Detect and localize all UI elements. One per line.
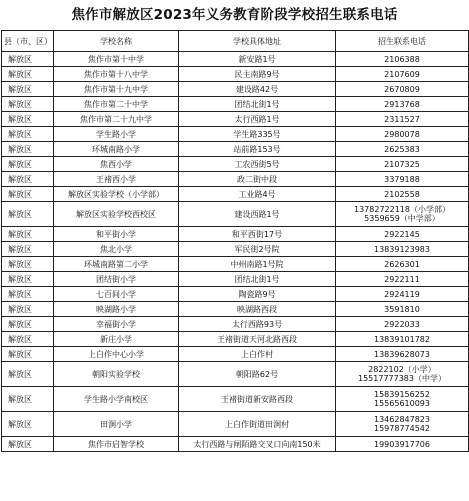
cell-school-name: 新庄小学 [54,332,179,347]
cell-district: 解放区 [2,332,54,347]
cell-address: 映湖路西段 [179,302,336,317]
cell-phone: 3591810 [336,302,469,317]
cell-address: 太行西路93号 [179,317,336,332]
table-header-row [2,31,469,52]
cell-school-name: 解放区实验学校西校区 [54,202,179,227]
cell-phone: 19903917706 [336,437,469,452]
table-row [2,302,469,317]
school-contact-table [1,30,469,452]
table-row [2,412,469,437]
table-row [2,287,469,302]
cell-district: 解放区 [2,172,54,187]
cell-phone: 13839123983 [336,242,469,257]
table-row [2,112,469,127]
cell-address: 学生路335号 [179,127,336,142]
cell-school-name: 焦作市第十九中学 [54,82,179,97]
cell-school-name: 学生路小学南校区 [54,387,179,412]
cell-district: 解放区 [2,97,54,112]
cell-school-name: 解放区实验学校（小学部） [54,187,179,202]
cell-school-name: 焦作市第十八中学 [54,67,179,82]
cell-address: 站前路153号 [179,142,336,157]
cell-phone: 2107609 [336,67,469,82]
cell-phone: 2626301 [336,257,469,272]
cell-phone: 2913768 [336,97,469,112]
cell-phone: 2106388 [336,52,469,67]
cell-phone: 2311527 [336,112,469,127]
cell-address: 太行西路1号 [179,112,336,127]
cell-school-name: 映湖路小学 [54,302,179,317]
cell-district: 解放区 [2,227,54,242]
cell-address: 新安路1号 [179,52,336,67]
cell-school-name: 焦西小学 [54,157,179,172]
cell-phone: 2922033 [336,317,469,332]
cell-phone: 13462847823 15978774542 [336,412,469,437]
cell-school-name: 焦作市第十中学 [54,52,179,67]
cell-address: 和平西街17号 [179,227,336,242]
cell-district: 解放区 [2,157,54,172]
cell-phone: 2107325 [336,157,469,172]
cell-school-name: 王褚西小学 [54,172,179,187]
cell-district: 解放区 [2,112,54,127]
table-body [2,52,469,452]
cell-address: 工农西街5号 [179,157,336,172]
table-row [2,272,469,287]
cell-phone: 3379188 [336,172,469,187]
cell-school-name: 上白作中心小学 [54,347,179,362]
cell-address: 太行西路与闸陌路交叉口向南150米 [179,437,336,452]
cell-district: 解放区 [2,437,54,452]
table-row [2,97,469,112]
cell-address: 民主南路9号 [179,67,336,82]
header-school-name: 学校名称 [54,31,179,52]
cell-address: 建设路42号 [179,82,336,97]
table-row [2,142,469,157]
cell-district: 解放区 [2,317,54,332]
cell-phone: 13839101782 [336,332,469,347]
table-row [2,82,469,97]
cell-phone: 2924119 [336,287,469,302]
cell-district: 解放区 [2,287,54,302]
cell-district: 解放区 [2,272,54,287]
table-row [2,242,469,257]
cell-school-name: 朝阳实验学校 [54,362,179,387]
cell-phone: 2102558 [336,187,469,202]
cell-district: 解放区 [2,52,54,67]
cell-address: 工业路4号 [179,187,336,202]
cell-district: 解放区 [2,202,54,227]
cell-phone: 2980078 [336,127,469,142]
table-row [2,187,469,202]
cell-school-name: 焦作市第二十中学 [54,97,179,112]
cell-district: 解放区 [2,82,54,97]
table-row [2,172,469,187]
cell-school-name: 焦北小学 [54,242,179,257]
cell-school-name: 学生路小学 [54,127,179,142]
cell-phone: 15839156252 15565610093 [336,387,469,412]
header-phone: 招生联系电话 [336,31,469,52]
cell-phone: 2670809 [336,82,469,97]
cell-address: 王褚街道天河北路西段 [179,332,336,347]
cell-school-name: 焦作市第二十九中学 [54,112,179,127]
cell-address: 团结北街1号 [179,97,336,112]
table-row [2,317,469,332]
cell-address: 王褚街道新安路西段 [179,387,336,412]
cell-district: 解放区 [2,387,54,412]
table-row [2,67,469,82]
table-row [2,227,469,242]
cell-school-name: 幸福街小学 [54,317,179,332]
table-row [2,437,469,452]
table-row [2,347,469,362]
cell-phone: 13839628073 [336,347,469,362]
table-row [2,202,469,227]
cell-phone: 2922145 [336,227,469,242]
cell-address: 政二街中段 [179,172,336,187]
cell-phone: 13782722118（小学部） 5359659（中学部） [336,202,469,227]
header-address: 学校具体地址 [179,31,336,52]
cell-district: 解放区 [2,347,54,362]
table-row [2,127,469,142]
table-row [2,332,469,347]
cell-address: 陶瓷路9号 [179,287,336,302]
table-row [2,387,469,412]
cell-school-name: 焦作市启智学校 [54,437,179,452]
cell-phone: 2822102（小学） 15517777383（中学） [336,362,469,387]
cell-phone: 2922111 [336,272,469,287]
page-title: 焦作市解放区2023年义务教育阶段学校招生联系电话 [71,7,398,23]
header-district: 县（市、区） [2,31,54,52]
cell-school-name: 田涧小学 [54,412,179,437]
cell-phone: 2625383 [336,142,469,157]
table-row [2,157,469,172]
cell-district: 解放区 [2,362,54,387]
cell-district: 解放区 [2,257,54,272]
table-row [2,52,469,67]
cell-address: 中州南路1号院 [179,257,336,272]
table-row [2,257,469,272]
cell-district: 解放区 [2,242,54,257]
cell-address: 团结北街1号 [179,272,336,287]
cell-school-name: 七百间小学 [54,287,179,302]
cell-address: 朝阳路62号 [179,362,336,387]
cell-school-name: 环城南路小学 [54,142,179,157]
cell-district: 解放区 [2,142,54,157]
cell-district: 解放区 [2,412,54,437]
cell-school-name: 环城南路第二小学 [54,257,179,272]
cell-school-name: 和平街小学 [54,227,179,242]
cell-district: 解放区 [2,127,54,142]
cell-district: 解放区 [2,302,54,317]
cell-address: 军民街2号院 [179,242,336,257]
cell-address: 上白作村 [179,347,336,362]
cell-school-name: 团结街小学 [54,272,179,287]
cell-district: 解放区 [2,67,54,82]
cell-district: 解放区 [2,187,54,202]
cell-address: 建设西路1号 [179,202,336,227]
cell-address: 上白作街道田涧村 [179,412,336,437]
table-row [2,362,469,387]
